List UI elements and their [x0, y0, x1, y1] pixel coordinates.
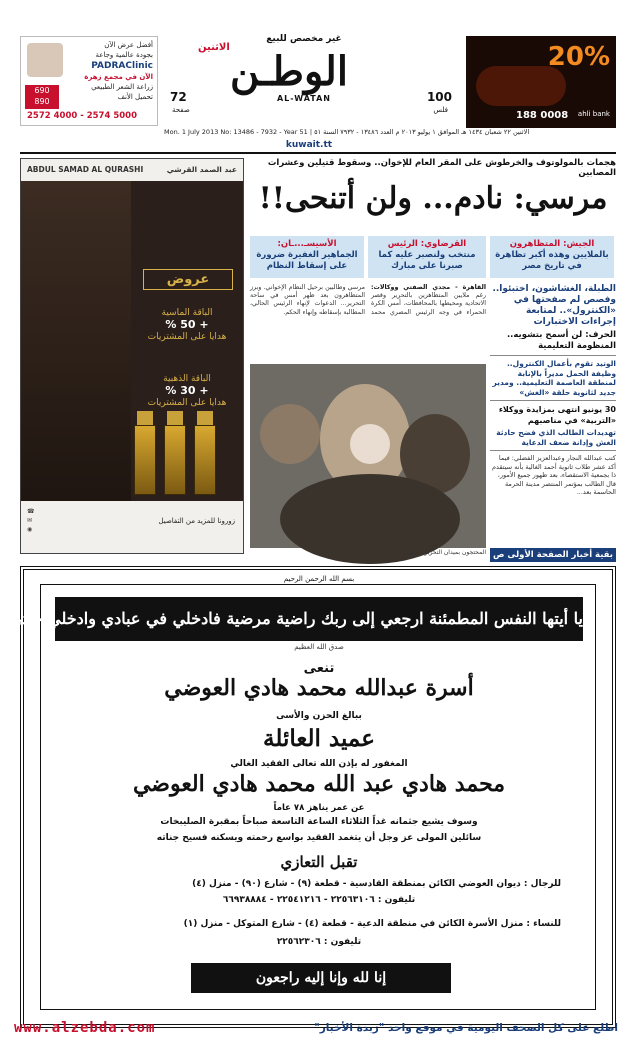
page-count: 72	[170, 90, 187, 104]
photo-caption: المحتجون بميدان التحرير (أ.ب)	[408, 549, 486, 556]
column-headline-3[interactable]: الوتيد تقوم بأعمال الكنترول.. وظيفة الحمل مديراً بالإنابة لمنطقة العاصمة التعليمية.. ومدير جديد لثانوية حلقة «الغش»	[492, 359, 616, 397]
ad-line2: بجودة عالمية وجاعة	[95, 51, 153, 59]
subbox-title: الأسيسـ...ـان:	[277, 239, 337, 249]
ad-brand: PADRAClinic	[91, 61, 153, 71]
tier-name: الباقة الذهبية	[163, 374, 211, 384]
price: 100	[426, 90, 452, 104]
ad-line5: تحميل الأنف	[117, 93, 153, 101]
ad-price2: 890	[34, 97, 50, 106]
newspaper-page	[9, 28, 618, 1028]
bismillah: بسم الله الرحمن الرحيم	[283, 575, 355, 583]
perfume-ad-header	[21, 159, 243, 181]
tier-percent: + 30 %	[165, 384, 209, 397]
ad-bank: ahli bank	[577, 110, 610, 118]
visit-text: زورونا للمزيد من التفاصيل	[158, 517, 235, 525]
obit-age: عن عمر يناهز ٧٨ عاماً	[273, 803, 365, 813]
column-headline-4[interactable]: 30 يونيو انتهى بمزايدة ووكلاء «التربية» في مناصبهم	[498, 405, 616, 425]
obituary-frame	[9, 575, 596, 1010]
site-url[interactable]: kuwait.tt	[285, 140, 333, 150]
bottle-cap	[137, 411, 153, 425]
sadaqa: صدق الله العظيم	[294, 643, 344, 651]
perfume-bottle	[164, 425, 186, 495]
divider	[490, 400, 616, 401]
brand-ar: عبد الصمد القرشي	[166, 165, 237, 174]
obit-women-phone: تليفون : ٢٢٥٦٢٣٠٦	[276, 937, 362, 947]
ad-phone: 2572 4000 - 2574 5000	[27, 111, 137, 121]
obit-family: أسرة عبدالله محمد هادي العوضي	[164, 675, 474, 701]
ad-line4: زراعة الشعر الطبيعي	[91, 83, 153, 91]
tier-note: هدايا على المشتريات	[147, 332, 227, 342]
perfume-ad[interactable]	[20, 158, 244, 554]
ad-price-badge	[25, 85, 59, 109]
ad-price1: 690	[34, 86, 50, 95]
arch-image	[21, 181, 131, 511]
kicker: هجمات بالمولوتوف والخرطوش على المقر العام للإخوان.. وسقوط قتيلين وعشرات المصابين	[267, 158, 616, 178]
byline: القاهرة - مجدي الصفتي ووكالات:	[371, 284, 486, 291]
tier-note: هدايا على المشتريات	[147, 398, 227, 408]
obit-line-1: تنعى	[303, 661, 335, 676]
crowd-shape	[350, 424, 390, 464]
newspaper-logo: الوطـن	[230, 48, 348, 95]
page-count-unit: صفحة	[172, 106, 190, 114]
education-column	[490, 284, 616, 549]
obit-men-phone: تليفون : ٢٢٥٦٣١٠٦ - ٢٢٥٤١٢١٦ - ٦٦٩٣٨٨٨٤	[222, 895, 416, 905]
masthead-logo	[164, 34, 454, 130]
bottle-cap	[197, 411, 213, 425]
footer-site-link[interactable]: www.alzebda.com	[14, 1020, 156, 1036]
obit-women-address: للنساء : منزل الأسرة الكائن في منطقة الدعية - قطعة (٤) - شارع المتوكل - منزل (١)	[183, 919, 561, 929]
obit-title: عميد العائلة	[263, 725, 375, 752]
article-body: رغم ملايين المتظاهرين بالتحرير وقصر الاتحادية ومحيطها بالمحافظات، أمس الكرة الحمراء في وجه الرئيس المصري محمد مرسي وطالبين برحيل النظام الإخواني. وبرز المتظاهرون بعد ظهر أمس في ساحة التحرير... الدعوات لإنهاء الرئيس الحالي، المطالبة بإسقاطه وإنهاء الحكم.	[250, 284, 486, 316]
bottle-cap	[167, 411, 183, 425]
continued-link[interactable]: بقية أخبار الصفحة الأولى ص	[490, 548, 616, 562]
protest-photo[interactable]	[250, 364, 486, 548]
column-body: كتب عبدالله النجار وعبدالعزيز الفضلي: فيما أكد عشر طلاب ثانوية أحمد الغالية بأنه سيتقدم ذا بجمعية الاستقصاء، بعد ظهور جميع الأمور، قال الطالب بمؤتمر المنتصر مدينة الحرمة الحاسمة بعد...	[492, 454, 616, 496]
offer-title: عروض	[143, 269, 233, 290]
perfume-ad-footer	[21, 501, 243, 553]
divider	[490, 355, 616, 356]
contact-icons: ☎ ✉ ◉	[27, 508, 35, 533]
column-headline-5[interactable]: تهديدات الطالب الذي فضح حادثة الغش وإدانة ضعف الدعاية	[496, 428, 616, 447]
main-article	[250, 284, 486, 362]
tier-percent: + 50 %	[165, 318, 209, 331]
subbox-text: الجماهير الغفيرة ضرورة على إسقاط النظام	[256, 250, 358, 271]
main-headline[interactable]: مرسي: نادم... ولن أتنحى!!	[258, 181, 608, 216]
column-headline-2[interactable]: الحرف: لن أسمح بتشويه.. المنظومة التعليمية	[506, 330, 616, 351]
perfume-bottle	[194, 425, 216, 495]
dateline: Mon. 1 July 2013 No: 13486 - 7932 - Year 51 | الاثنين ٢٢ شعبان ١٤٣٤ هـ الموافق ١ يوليو ٢٠١٣ م العدد ١٣٤٨٦ - ٧٩٣٢ السنة ٥١	[164, 128, 530, 136]
subbox-text: بالملايين وهذه أكبر تظاهرة في تاريخ مصر	[495, 250, 609, 271]
obit-deceased-name: محمد هادي عبد الله محمد هادي العوضي	[132, 771, 506, 797]
padra-clinic-ad[interactable]	[20, 36, 158, 126]
subbox-text: منتخب ولنصبر عليه كما صبرنا على مبارك	[378, 250, 476, 271]
subbox-title: الجيش: المتظاهرون	[509, 239, 595, 249]
footer-banner[interactable]	[0, 1018, 632, 1042]
price-unit: فلس	[433, 106, 448, 114]
ad-percent: 20%	[547, 42, 610, 72]
footer-promo: اطلع على كل الصحف اليومية في موقع واحد "زبدة الأخبار"	[314, 1022, 618, 1034]
subbox-title: القرضاوي: الرئيس	[387, 239, 467, 249]
obit-condolences-title: تقبل التعازي	[280, 853, 358, 871]
ad-number: 188 0008	[516, 110, 569, 121]
day-label: الاثنين	[198, 42, 230, 53]
ad-line3: الآن في مجمع زهرة	[84, 73, 153, 81]
obit-funeral: وسوف يشيع جثمانه غداً الثلاثاء الساعة التاسعة صباحاً بمقبرة الصليبخات	[160, 817, 478, 827]
logo-latin: AL-WATAN	[276, 94, 331, 103]
ad-glow	[476, 66, 566, 106]
subheadline-box-2[interactable]	[368, 236, 486, 278]
ad-title: أفضل عرض الآن	[104, 41, 153, 49]
quran-verse: يا أيتها النفس المطمئنة ارجعي إلى ربك راضية مرضية فادخلي في عبادي وادخلي جنتي	[55, 597, 583, 641]
divider	[490, 450, 616, 451]
column-headline-1[interactable]: الطبلة، الغشاشون، اختبئوا.. وفصص لم صفحتها في «الكنترول».. لمتابعة إجراءات الاختبارات	[492, 284, 616, 327]
obit-prayer: سائلين المولى عز وجل أن يتغمد الفقيد بواسع رحمته ويسكنه فسيح جناته	[156, 833, 482, 843]
perfume-bottle	[134, 425, 156, 495]
masthead-divider	[20, 152, 616, 154]
not-for-sale-label: غير مخصص للبيع	[266, 34, 342, 44]
obit-men-address: للرجال : ديوان العوضي الكائن بمنطقة القادسية - قطعة (٩) - شارع (٩٠) - منزل (٤)	[192, 879, 561, 889]
subheadline-box-1[interactable]	[490, 236, 614, 278]
ad-photo	[27, 43, 63, 77]
tier-gold	[139, 373, 235, 409]
obit-line-5: المغفور له بإذن الله تعالى الفقيد الغالي	[230, 759, 408, 769]
bank-ad[interactable]	[466, 36, 616, 128]
subheadline-box-3[interactable]	[250, 236, 364, 278]
obit-line-3: ببالغ الحزن والأسى	[276, 711, 362, 721]
crowd-shape	[260, 404, 320, 464]
closing-verse: إنا لله وإنا إليه راجعون	[191, 963, 451, 993]
tier-name: الباقة الماسية	[161, 308, 213, 318]
brand-en: ABDUL SAMAD AL QURASHI	[27, 165, 144, 174]
tier-diamond	[139, 307, 235, 343]
